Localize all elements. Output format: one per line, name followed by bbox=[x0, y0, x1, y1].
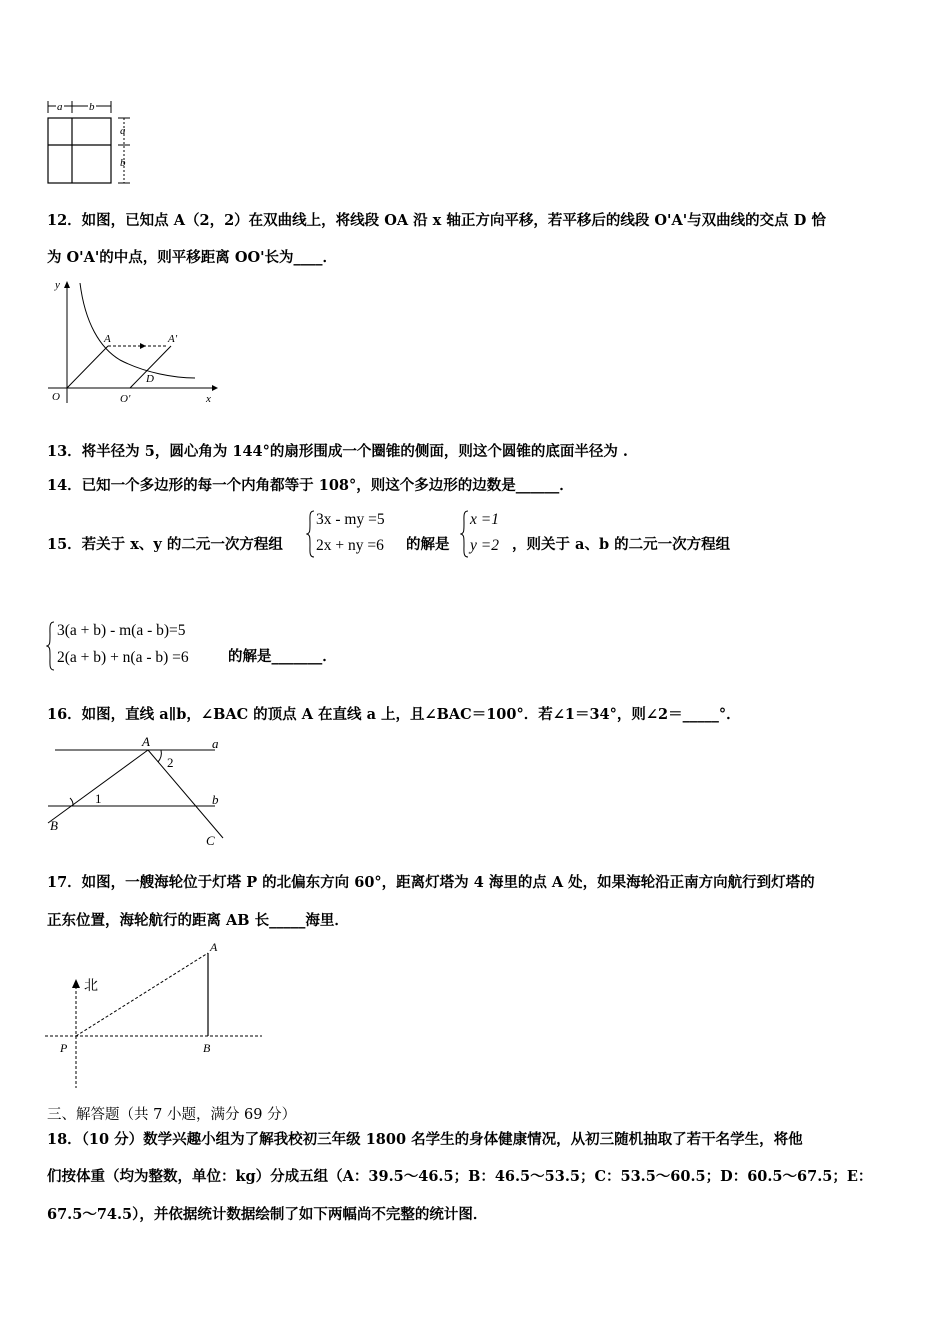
point-A-label-16: A bbox=[142, 734, 150, 749]
origin-label: O bbox=[52, 391, 60, 403]
angle-1-label: 1 bbox=[95, 791, 102, 806]
q18-line3: 67.5～74.5），并依据统计数据绘制了如下两幅尚不完整的统计图． bbox=[47, 1206, 488, 1223]
q12-line1: 12．如图，已知点 A（2，2）在双曲线上，将线段 OA 沿 x 轴正方向平移，若平移后的线段 O'A'与双曲线的交点 D 恰 bbox=[47, 212, 826, 229]
q13-text: 13．将半径为 5，圆心角为 144°的扇形围成一个圈锥的侧面，则这个圆锥的底面半径为 . bbox=[47, 443, 628, 460]
label-a-right: a bbox=[120, 125, 126, 137]
label-b-top: b bbox=[89, 101, 95, 113]
q15-suffix: ，则关于 a、b 的二元一次方程组 bbox=[512, 536, 731, 553]
q18-line2: 们按体重（均为整数，单位：kg）分成五组（A：39.5～46.5；B：46.5～53.5；C：53.5～60.5；D：60.5～67.5；E： bbox=[47, 1168, 873, 1185]
q17-line2: 正东位置，海轮航行的距离 AB 长_____海里． bbox=[47, 912, 349, 929]
point-D-label: D bbox=[146, 373, 154, 385]
q15-middle: 的解是 bbox=[406, 536, 450, 553]
hyperbola-figure bbox=[40, 278, 225, 408]
q15-prefix: 15．若关于 x、y 的二元一次方程组 bbox=[47, 536, 283, 553]
section-3-title: 三、解答题（共 7 小题，满分 69 分） bbox=[47, 1107, 297, 1123]
point-A-prime-label: A' bbox=[168, 333, 178, 345]
q16-text: 16．如图，直线 a∥b，∠BAC 的顶点 A 在直线 a 上，且∠BAC＝100°．若∠1＝34°，则∠2＝_____°． bbox=[47, 706, 741, 723]
q15-end: 的解是_______． bbox=[228, 648, 337, 665]
q12-line2: 为 O'A'的中点，则平移距离 OO'长为____． bbox=[47, 249, 338, 266]
label-b-right: b bbox=[120, 157, 126, 169]
point-B-label-16: B bbox=[50, 818, 58, 833]
parallel-lines-figure bbox=[40, 733, 240, 853]
system2-eq2: y =2 bbox=[470, 537, 499, 554]
point-A-label-17: A bbox=[210, 940, 218, 954]
axis-y-label: y bbox=[55, 279, 60, 291]
q17-line1: 17．如图，一艘海轮位于灯塔 P 的北偏东方向 60°，距离灯塔为 4 海里的点 A 处，如果海轮沿正南方向航行到灯塔的 bbox=[47, 874, 815, 891]
system2-eq1: x =1 bbox=[470, 511, 499, 528]
grid-figure bbox=[40, 98, 140, 190]
north-label: 北 bbox=[84, 979, 98, 994]
point-P-label: P bbox=[60, 1041, 68, 1055]
lighthouse-figure bbox=[40, 938, 265, 1093]
point-O-prime-label: O' bbox=[120, 393, 131, 405]
point-A-label: A bbox=[104, 333, 111, 345]
system1-eq2: 2x + ny =6 bbox=[316, 537, 384, 554]
point-B-label-17: B bbox=[203, 1041, 211, 1055]
line-a-label: a bbox=[212, 736, 219, 751]
system3-eq2: 2(a + b) + n(a - b) =6 bbox=[57, 649, 189, 666]
system1-brace bbox=[306, 509, 316, 559]
system3-eq1: 3(a + b) - m(a - b)=5 bbox=[57, 622, 186, 639]
axis-x-label: x bbox=[206, 393, 211, 405]
label-a-top: a bbox=[57, 101, 63, 113]
point-C-label-16: C bbox=[206, 833, 215, 848]
system3-brace bbox=[46, 620, 56, 672]
system1-eq1: 3x - my =5 bbox=[316, 511, 385, 528]
q14-text: 14．已知一个多边形的每一个内角都等于 108°，则这个多边形的边数是______． bbox=[47, 477, 574, 494]
q18-line1: 18．（10 分）数学兴趣小组为了解我校初三年级 1800 名学生的身体健康情况，从初三随机抽取了若干名学生，将他 bbox=[47, 1131, 803, 1148]
system2-brace bbox=[460, 509, 470, 559]
line-b-label: b bbox=[212, 792, 219, 807]
angle-2-label: 2 bbox=[167, 755, 174, 770]
